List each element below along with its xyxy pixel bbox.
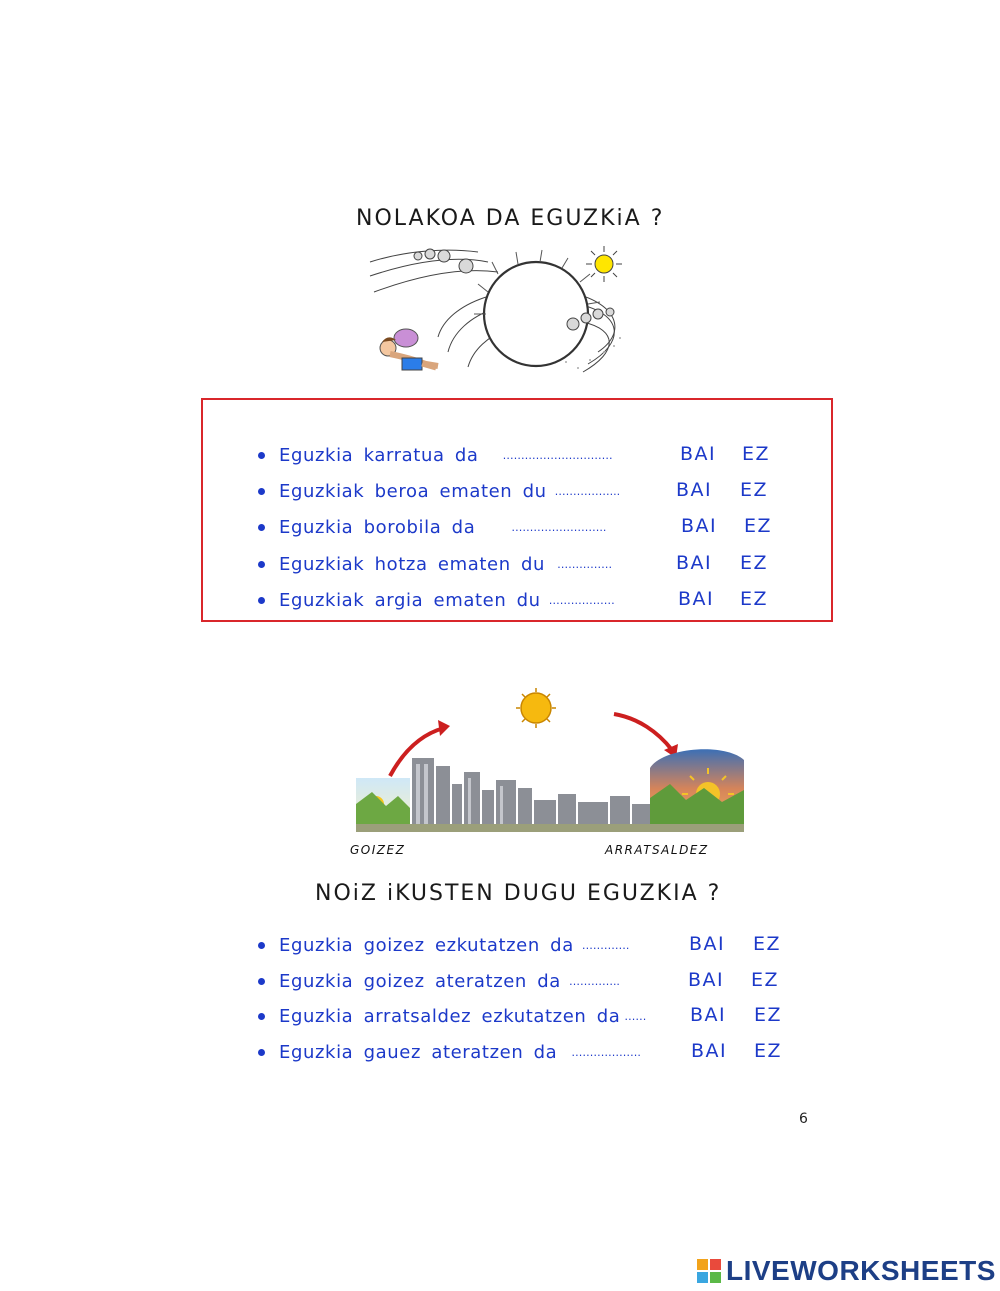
answer-ez-button[interactable]: EZ bbox=[753, 933, 782, 955]
statement-text: Eguzkia arratsaldez ezkutatzen da bbox=[279, 1005, 621, 1027]
statement-text: Eguzkia goizez ateratzen da bbox=[279, 970, 561, 992]
statement-text: Eguzkia goizez ezkutatzen da bbox=[279, 934, 574, 956]
answer-ez-button[interactable]: EZ bbox=[754, 1040, 783, 1062]
answer-ez-button[interactable]: EZ bbox=[742, 443, 771, 465]
bullet-icon bbox=[258, 978, 265, 985]
answer-bai-button[interactable]: BAI bbox=[676, 552, 713, 574]
section2-title: NOiZ iKUSTEN DUGU EGUZKIA ? bbox=[315, 881, 722, 906]
answer-bai-button[interactable]: BAI bbox=[690, 1004, 727, 1026]
section1-title: NOLAKOA DA EGUZKiA ? bbox=[356, 206, 665, 231]
answer-bai-button[interactable]: BAI bbox=[678, 588, 715, 610]
bullet-icon bbox=[258, 488, 265, 495]
bullet-icon bbox=[258, 597, 265, 604]
answer-ez-button[interactable]: EZ bbox=[740, 552, 769, 574]
answer-ez-button[interactable]: EZ bbox=[740, 588, 769, 610]
answer-bai-button[interactable]: BAI bbox=[676, 479, 713, 501]
dotted-leader: …………………….. bbox=[511, 520, 607, 534]
dotted-leader: ……………... bbox=[554, 484, 621, 498]
bullet-icon bbox=[258, 452, 265, 459]
list-item bbox=[258, 440, 613, 470]
statement-text: Eguzkiak hotza ematen du bbox=[279, 553, 546, 575]
dotted-leader: …………… bbox=[557, 557, 613, 571]
answer-ez-button[interactable]: EZ bbox=[740, 479, 769, 501]
sun-path-city-illustration bbox=[352, 688, 748, 838]
dotted-leader: ……………… bbox=[548, 593, 615, 607]
dotted-leader: ………………. bbox=[571, 1045, 641, 1059]
dotted-leader: …………. bbox=[581, 938, 630, 952]
dotted-leader: …… bbox=[624, 1009, 647, 1023]
bullet-icon bbox=[258, 942, 265, 949]
statement-text: Eguzkiak beroa ematen du bbox=[279, 480, 547, 502]
statement-text: Eguzkia borobila da bbox=[279, 516, 476, 538]
statement-text: Eguzkia gauez ateratzen da bbox=[279, 1041, 558, 1063]
list-item bbox=[258, 1037, 641, 1067]
list-item bbox=[258, 930, 629, 960]
answer-ez-button[interactable]: EZ bbox=[744, 515, 773, 537]
list-item bbox=[258, 549, 612, 579]
dotted-leader: ………….. bbox=[568, 974, 620, 988]
caption-afternoon: ARRATSALDEZ bbox=[605, 843, 709, 857]
bullet-icon bbox=[258, 1049, 265, 1056]
answer-ez-button[interactable]: EZ bbox=[751, 969, 780, 991]
liveworksheets-blocks-icon bbox=[696, 1258, 722, 1284]
bullet-icon bbox=[258, 561, 265, 568]
statement-text: Eguzkia karratua da bbox=[279, 444, 479, 466]
answer-bai-button[interactable]: BAI bbox=[691, 1040, 728, 1062]
list-item bbox=[258, 966, 620, 996]
statement-text: Eguzkiak argia ematen du bbox=[279, 589, 541, 611]
answer-bai-button[interactable]: BAI bbox=[688, 969, 725, 991]
answer-bai-button[interactable]: BAI bbox=[681, 515, 718, 537]
dotted-leader: ………………………… bbox=[502, 448, 613, 462]
solar-system-illustration bbox=[368, 242, 632, 382]
list-item bbox=[258, 476, 620, 506]
bullet-icon bbox=[258, 1013, 265, 1020]
page-number: 6 bbox=[799, 1111, 808, 1127]
list-item bbox=[258, 512, 606, 542]
answer-bai-button[interactable]: BAI bbox=[689, 933, 726, 955]
answer-ez-button[interactable]: EZ bbox=[754, 1004, 783, 1026]
list-item bbox=[258, 1001, 646, 1031]
caption-morning: GOIZEZ bbox=[350, 843, 406, 857]
brand-text: LIVEWORKSHEETS bbox=[726, 1255, 996, 1286]
list-item bbox=[258, 585, 615, 615]
bullet-icon bbox=[258, 524, 265, 531]
liveworksheets-logo[interactable] bbox=[696, 1254, 996, 1288]
answer-bai-button[interactable]: BAI bbox=[680, 443, 717, 465]
